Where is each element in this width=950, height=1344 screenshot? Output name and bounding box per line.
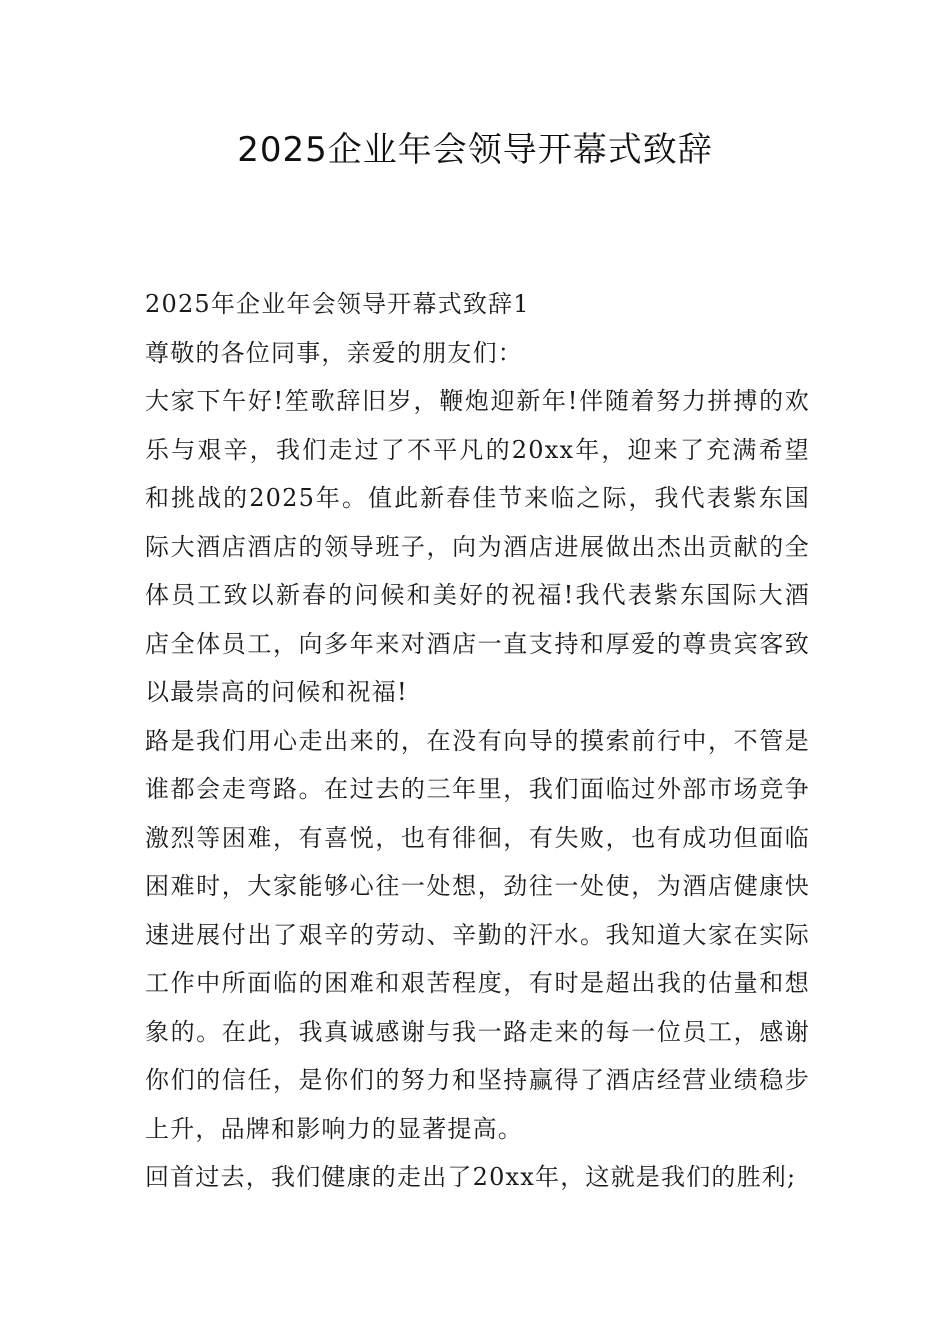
salutation: 尊敬的各位同事，亲爱的朋友们： [145, 338, 523, 367]
body-paragraph: 回首过去，我们健康的走出了20xx年，这就是我们的胜利; [145, 1163, 797, 1191]
body-paragraph: 路是我们用心走出来的，在没有向导的摸索前行中，不管是谁都会走弯路。在过去的三年里，我们面临过外部市场竞争激烈等困难，有喜悦，也有徘徊，有失败，也有成功但面临困难时，大家能够心往一处想，劲往一处使，为酒店健康快速进展付出了艰辛的劳动、辛勤的汗水。我知道大家在实际工作中所面临的困难和艰苦程度，有时是超出我的估量和想象的。在此，我真诚感谢与我一路走来的每一位员工，感谢你们的信任，是你们的努力和坚持赢得了酒店经营业绩稳步上升，品牌和影响力的显著提高。 [145, 726, 810, 1143]
body-paragraph: 大家下午好!笙歌辞旧岁，鞭炮迎新年!伴随着努力拼搏的欢乐与艰辛，我们走过了不平凡的20xx年，迎来了充满希望和挑战的2025年。值此新春佳节来临之际，我代表紫东国际大酒店酒店的领导班子，向为酒店进展做出杰出贡献的全体员工致以新春的问候和美好的祝福!我代表紫东国际大酒店全体员工，向多年来对酒店一直支持和厚爱的尊贵宾客致以最崇高的问候和祝福! [145, 387, 810, 706]
section-heading: 2025年企业年会领导开幕式致辞1 [145, 290, 530, 318]
document-title: 2025企业年会领导开幕式致辞 [237, 130, 713, 170]
document-body [145, 280, 810, 1202]
